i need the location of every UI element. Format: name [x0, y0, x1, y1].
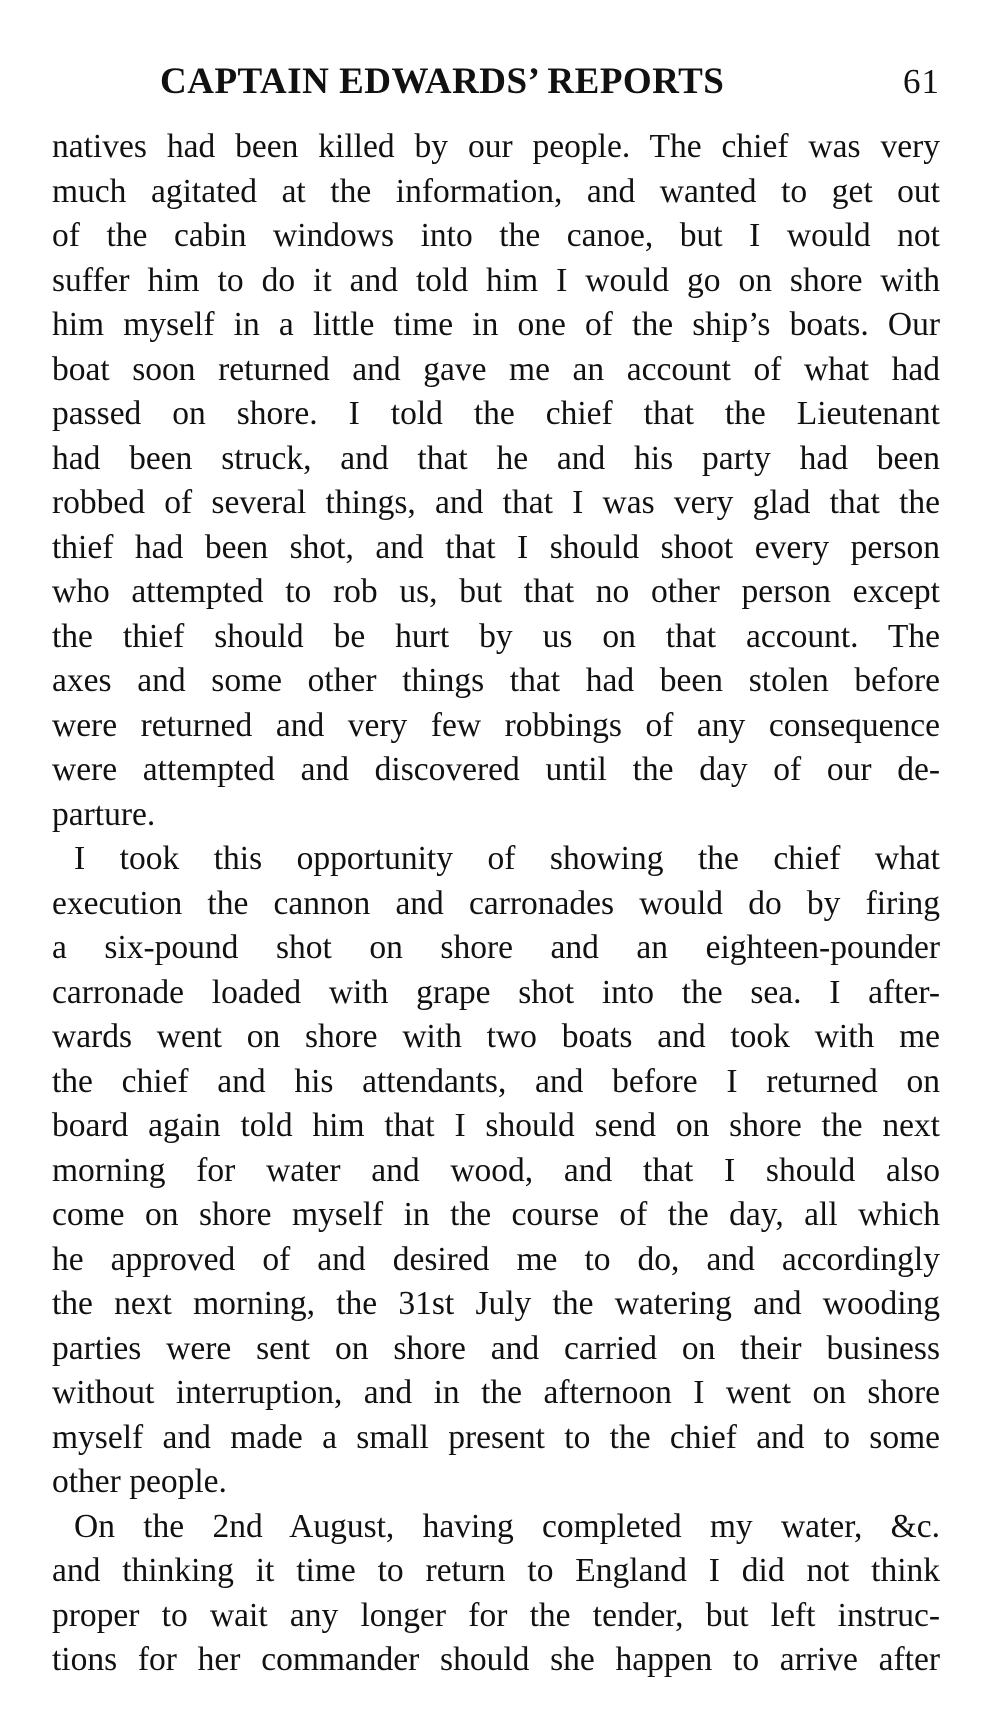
- text-line: tions for her commander should she happen to arrive after: [52, 1641, 940, 1678]
- text-line: On the 2nd August, having completed my water, &c.: [74, 1507, 940, 1545]
- text-line: the next morning, the 31st July the watering and wooding: [52, 1285, 940, 1322]
- text-line: a six-pound shot on shore and an eighteen-pounder: [52, 929, 940, 966]
- text-line: of the cabin windows into the canoe, but I would not: [52, 217, 940, 254]
- text-line: him myself in a little time in one of the ship’s boats. Our: [52, 306, 940, 343]
- text-line: suffer him to do it and told him I would go on shore with: [52, 261, 940, 299]
- text-line: boat soon returned and gave me an account of what had: [52, 350, 940, 388]
- text-line: other people.: [52, 1463, 227, 1500]
- text-line: carronade loaded with grape shot into the sea. I after-: [52, 973, 940, 1011]
- text-line: execution the cannon and carronades would do by firing: [52, 884, 940, 922]
- text-line: much agitated at the information, and wanted to get out: [52, 172, 940, 210]
- paragraph-2: [52, 837, 940, 1505]
- running-title: CAPTAIN EDWARDS’ REPORTS: [160, 61, 725, 102]
- text-line: the thief should be hurt by us on that account. The: [52, 617, 940, 655]
- text-line: come on shore myself in the course of the day, all which: [52, 1196, 940, 1233]
- text-line: and thinking it time to return to England I did not think: [52, 1552, 940, 1589]
- text-line: natives had been killed by our people. The chief was very: [52, 128, 940, 165]
- text-line: parties were sent on shore and carried on their business: [52, 1329, 940, 1367]
- text-line: axes and some other things that had been stolen before: [52, 662, 940, 699]
- running-head: [52, 58, 940, 106]
- text-line: he approved of and desired me to do, and accordingly: [52, 1240, 940, 1278]
- text-line: were attempted and discovered until the day of our de-: [52, 751, 940, 788]
- text-line: without interruption, and in the afternoon I went on shore: [52, 1374, 940, 1411]
- text-line: the chief and his attendants, and before I returned on: [52, 1062, 940, 1100]
- body-text: [52, 125, 940, 1683]
- text-line: I took this opportunity of showing the chief what: [74, 840, 940, 877]
- text-line: who attempted to rob us, but that no other person except: [52, 573, 940, 610]
- text-line: were returned and very few robbings of any consequence: [52, 706, 940, 744]
- text-line: passed on shore. I told the chief that the Lieutenant: [52, 395, 940, 432]
- paragraph-3: [52, 1505, 940, 1683]
- text-line: parture.: [52, 795, 156, 833]
- text-line: morning for water and wood, and that I should also: [52, 1151, 940, 1189]
- page-number: 61: [903, 62, 940, 101]
- text-line: thief had been shot, and that I should shoot every person: [52, 528, 940, 566]
- text-line: board again told him that I should send on shore the next: [52, 1107, 940, 1144]
- text-line: proper to wait any longer for the tender, but left instruc-: [52, 1596, 940, 1634]
- paragraph-1: [52, 125, 940, 837]
- text-line: robbed of several things, and that I was very glad that the: [52, 484, 940, 521]
- text-line: myself and made a small present to the chief and to some: [52, 1418, 940, 1456]
- text-line: wards went on shore with two boats and took with me: [52, 1018, 940, 1055]
- text-line: had been struck, and that he and his party had been: [52, 439, 940, 477]
